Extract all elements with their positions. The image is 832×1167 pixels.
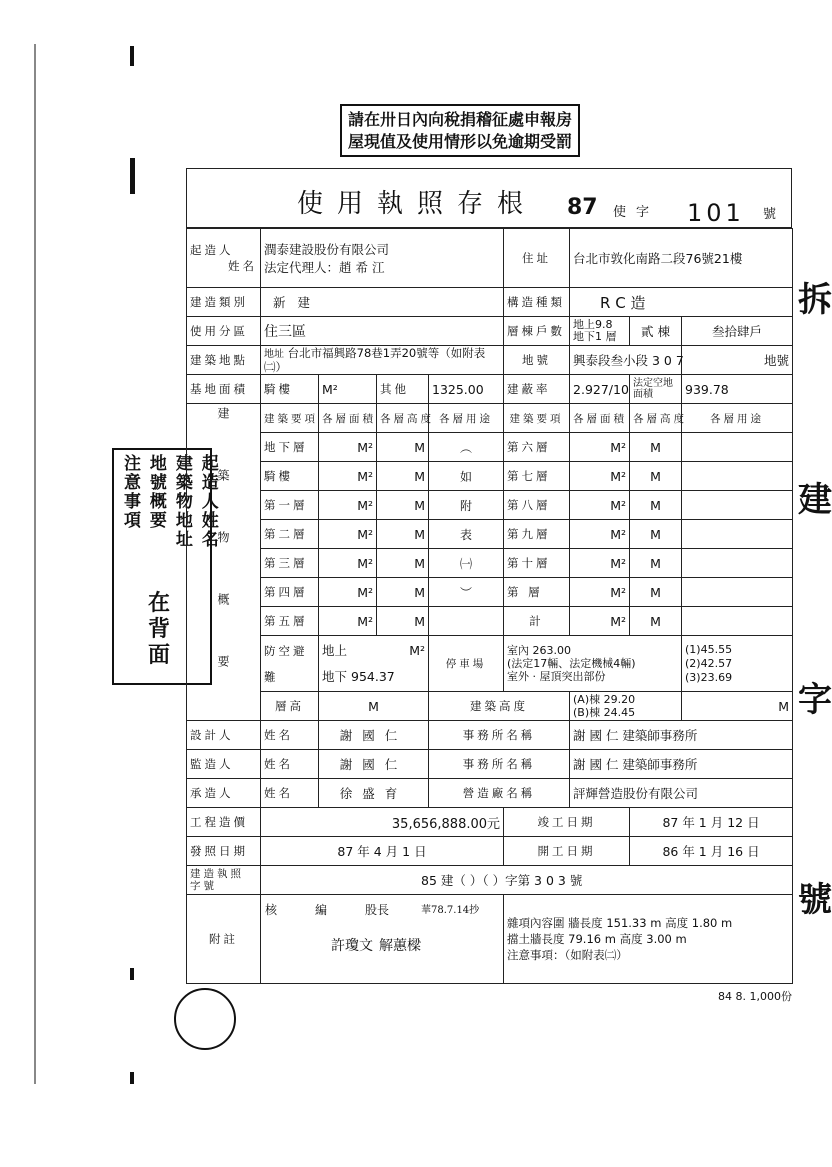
site-address: 台北市福興路78巷1弄20號等（如附表㈡） bbox=[264, 345, 486, 374]
structure-value: R C 造 bbox=[570, 288, 793, 317]
start-label: 開工日期 bbox=[504, 837, 630, 866]
label-line: 起造人 bbox=[190, 243, 234, 257]
unit-m2: M² bbox=[570, 520, 630, 549]
floor-item: 第四層 bbox=[261, 578, 319, 607]
unit-m: M bbox=[630, 520, 682, 549]
floors-label: 層棟戶數 bbox=[504, 317, 570, 346]
empty-cell bbox=[682, 607, 793, 636]
office-label: 事務所名稱 bbox=[429, 721, 570, 750]
empty-cell bbox=[682, 520, 793, 549]
scan-mark bbox=[130, 1072, 134, 1084]
completion-date: 87 年 1 月 12 日 bbox=[630, 808, 793, 837]
grid-head-area: 各層面積 bbox=[319, 404, 377, 433]
edge-char: 拆 bbox=[798, 280, 832, 320]
floor-height-unit: M bbox=[319, 692, 429, 721]
roof-value: (1)45.55 bbox=[685, 642, 733, 656]
structure-label: 構造種類 bbox=[504, 288, 570, 317]
floor-item: 第六層 bbox=[504, 433, 570, 462]
floors-value: 地上9.8 地下1 層 bbox=[570, 317, 630, 346]
name-label: 姓名 bbox=[261, 750, 319, 779]
grid-head-item: 建築要項 bbox=[261, 404, 319, 433]
zone-value: 住三區 bbox=[261, 317, 504, 346]
unit-m: M bbox=[630, 462, 682, 491]
person-name: 謝國仁 bbox=[319, 721, 429, 750]
unit-m: M bbox=[630, 607, 682, 636]
edit-label: 編 bbox=[315, 903, 328, 917]
empty-cell bbox=[682, 491, 793, 520]
unit-m: M bbox=[630, 491, 682, 520]
form-title: 使用執照存根 bbox=[297, 189, 538, 219]
floor-item: 地下層 bbox=[261, 433, 319, 462]
stamp-col: 建築物地址 bbox=[171, 454, 192, 549]
indoor-note: (法定17輛、法定機械4輛) bbox=[507, 657, 636, 670]
outdoor-label: 室外 bbox=[507, 670, 530, 683]
empty-cell bbox=[429, 607, 504, 636]
misc-block bbox=[504, 895, 793, 984]
completion-label: 竣工日期 bbox=[504, 808, 630, 837]
designer-row bbox=[187, 721, 793, 750]
below-row bbox=[322, 664, 425, 690]
stamp-line: 請在卅日內向稅捐稽征處申報房 bbox=[348, 110, 573, 129]
stamp-col: 起造人姓名 bbox=[197, 454, 218, 549]
site-addr-tag: 地址 bbox=[264, 348, 284, 360]
zone-label: 使用分區 bbox=[187, 317, 261, 346]
stamp-line: 屋現值及使用情形以免逾期受罰 bbox=[348, 131, 573, 151]
back-char: 背 bbox=[148, 616, 171, 642]
floor-item: 計 bbox=[504, 607, 570, 636]
caution-text: 注意事項：（如附表㈡） bbox=[507, 948, 628, 962]
scan-mark bbox=[130, 158, 135, 194]
permit-year: 87 bbox=[567, 195, 598, 220]
indoor-label: 室內 bbox=[507, 644, 530, 657]
cost-value: 35,656,888.00元 bbox=[261, 808, 504, 837]
floor-item: 第十層 bbox=[504, 549, 570, 578]
floor-item: 第二層 bbox=[261, 520, 319, 549]
use-char: ︶ bbox=[429, 578, 504, 607]
applicant-label bbox=[187, 229, 261, 288]
open-space-label: 法定空地面積 bbox=[630, 375, 682, 404]
unit-m2: M² bbox=[570, 462, 630, 491]
date-stamp: 華78.7.14抄 bbox=[421, 905, 480, 916]
floor-height-label: 層高 bbox=[261, 692, 319, 721]
signature: 解蕙樑 bbox=[379, 938, 421, 954]
issue-date: 87 年 4 月 1 日 bbox=[261, 837, 504, 866]
grid-head-use: 各層用途 bbox=[682, 404, 793, 433]
above-label: 地上 bbox=[322, 642, 348, 658]
edge-char: 建 bbox=[798, 480, 832, 520]
grid-head-use: 各層用途 bbox=[429, 404, 504, 433]
start-date: 86 年 1 月 16 日 bbox=[630, 837, 793, 866]
grid-head-item: 建築要項 bbox=[504, 404, 570, 433]
permit-value: 85 建（ ）（ ）字第 3 0 3 號 bbox=[261, 866, 793, 895]
roof-value: (2)42.57 bbox=[685, 656, 733, 670]
empty-cell bbox=[682, 578, 793, 607]
scan-mark bbox=[130, 968, 134, 980]
use-char: ︵ bbox=[429, 433, 504, 462]
use-char: 表 bbox=[429, 520, 504, 549]
grid-head-area: 各層面積 bbox=[570, 404, 630, 433]
chief-label: 股長 bbox=[365, 903, 390, 917]
floor-item: 第三層 bbox=[261, 549, 319, 578]
lot-label: 地號 bbox=[504, 346, 570, 375]
unit-m: M bbox=[630, 433, 682, 462]
empty-cell bbox=[682, 462, 793, 491]
unit-m: M bbox=[377, 578, 429, 607]
edge-char: 字 bbox=[798, 680, 832, 720]
role-label: 承造人 bbox=[187, 779, 261, 808]
supervisor-row bbox=[187, 750, 793, 779]
unit-m: M bbox=[377, 607, 429, 636]
wall-height: 高度 1.80 m bbox=[665, 916, 733, 930]
roof-values bbox=[682, 636, 793, 692]
office-name: 評輝營造股份有限公司 bbox=[570, 779, 793, 808]
floor-item: 第一層 bbox=[261, 491, 319, 520]
back-marker bbox=[148, 590, 170, 668]
office-name: 謝 國 仁 建築師事務所 bbox=[570, 750, 793, 779]
edge-char: 號 bbox=[798, 880, 832, 920]
unit-m: M bbox=[377, 462, 429, 491]
permit-number: 101 bbox=[687, 199, 745, 227]
name-label: 姓名 bbox=[261, 721, 319, 750]
unit-m2: M² bbox=[319, 520, 377, 549]
unit-m2: M² bbox=[319, 578, 377, 607]
stamp-col: 地號概要 bbox=[145, 454, 166, 530]
parking-values bbox=[504, 636, 682, 692]
tax-notice-stamp bbox=[340, 104, 580, 157]
retain-height: 高度 3.00 m bbox=[619, 932, 687, 946]
floor-item: 第 層 bbox=[504, 578, 570, 607]
signature: 許瓊文 bbox=[331, 938, 373, 954]
approval-block bbox=[261, 895, 504, 984]
site-label: 建築地點 bbox=[187, 346, 261, 375]
scan-mark bbox=[34, 44, 36, 1084]
issue-label: 發照日期 bbox=[187, 837, 261, 866]
unit-m2: M² bbox=[570, 607, 630, 636]
unit-m2: M² bbox=[570, 433, 630, 462]
misc-label: 雜項內容圍 bbox=[507, 916, 565, 930]
role-label: 監造人 bbox=[187, 750, 261, 779]
unit-m: M bbox=[377, 549, 429, 578]
below-label: 地下 bbox=[322, 668, 348, 684]
grid-side-text: 建築物概要 bbox=[216, 407, 230, 717]
unit-m2: M² bbox=[570, 549, 630, 578]
civil-defense-values bbox=[319, 636, 429, 692]
roof-value: (3)23.69 bbox=[685, 670, 733, 684]
unit-m: M bbox=[630, 549, 682, 578]
unit-m2: M² bbox=[319, 607, 377, 636]
applicant-company: 潤泰建設股份有限公司 bbox=[264, 242, 390, 257]
grid-head-height: 各層高度 bbox=[630, 404, 682, 433]
applicant-address: 台北市敦化南路二段76號21樓 bbox=[570, 229, 793, 288]
label-line: 姓名 bbox=[228, 259, 257, 273]
contractor-row bbox=[187, 779, 793, 808]
retain-length: 擋土牆長度 79.16 m bbox=[507, 932, 616, 946]
other-value: 1325.00 bbox=[429, 375, 504, 404]
type-value: 新建 bbox=[261, 288, 504, 317]
notes-label: 附註 bbox=[187, 895, 261, 984]
floor-item: 第五層 bbox=[261, 607, 319, 636]
parking-label: 停車場 bbox=[429, 636, 504, 692]
open-space-value: 939.78 bbox=[682, 375, 793, 404]
office-label: 營造廠名稱 bbox=[429, 779, 570, 808]
above-row bbox=[322, 638, 425, 664]
unit-m: M bbox=[630, 578, 682, 607]
arcade-unit: M² bbox=[319, 375, 377, 404]
floor-item: 騎樓 bbox=[261, 462, 319, 491]
person-name: 徐盛育 bbox=[319, 779, 429, 808]
permit-suffix: 號 bbox=[763, 207, 777, 222]
role-label: 設計人 bbox=[187, 721, 261, 750]
unit-m2: M² bbox=[319, 491, 377, 520]
building-count-value: 貳 bbox=[641, 324, 654, 339]
stamp-col: 注意事項 bbox=[119, 454, 140, 530]
empty-cell bbox=[682, 433, 793, 462]
unit-m2: M² bbox=[570, 491, 630, 520]
unit-m2: M² bbox=[319, 433, 377, 462]
indoor-row bbox=[507, 644, 678, 657]
office-seal-icon bbox=[174, 988, 236, 1050]
site-value bbox=[261, 346, 504, 375]
unit-m2: M² bbox=[319, 462, 377, 491]
indoor-value: 263.00 bbox=[532, 644, 572, 657]
misc-row bbox=[507, 915, 789, 931]
use-char: 附 bbox=[429, 491, 504, 520]
scan-mark bbox=[130, 46, 134, 66]
building-height-label: 建築高度 bbox=[429, 692, 570, 721]
applicant-rep: 法定代理人：趙 希 江 bbox=[264, 260, 385, 275]
address-label: 住址 bbox=[504, 229, 570, 288]
person-name: 謝國仁 bbox=[319, 750, 429, 779]
permit-label: 建造執照字號 bbox=[187, 866, 261, 895]
roof-label: 屋頂突出部份 bbox=[539, 670, 606, 683]
use-char: ㈠ bbox=[429, 549, 504, 578]
below-value: 954.37 bbox=[351, 668, 395, 684]
retain-row bbox=[507, 931, 789, 947]
back-char: 在 bbox=[148, 590, 171, 616]
unit-count: 叁拾肆戶 bbox=[682, 317, 793, 346]
coverage-value: 2.927/10 bbox=[570, 375, 630, 404]
outdoor-row: 室外 · 屋頂突出部份 bbox=[507, 670, 606, 683]
use-char: 如 bbox=[429, 462, 504, 491]
building-height-unit: M bbox=[682, 692, 793, 721]
building-height-values bbox=[570, 692, 682, 721]
civil-defense-label: 防空避難 bbox=[261, 636, 319, 692]
back-char: 面 bbox=[148, 642, 171, 668]
grid-head-height: 各層高度 bbox=[377, 404, 429, 433]
unit-m2: M² bbox=[319, 549, 377, 578]
office-name: 謝 國 仁 建築師事務所 bbox=[570, 721, 793, 750]
form-footer: 84 8. 1,000份 bbox=[718, 990, 792, 1003]
height-b: (B)棟 24.45 bbox=[573, 706, 636, 719]
unit-m: M bbox=[377, 520, 429, 549]
unit-m2: M² bbox=[570, 578, 630, 607]
floor-item: 第九層 bbox=[504, 520, 570, 549]
floor-item: 第七層 bbox=[504, 462, 570, 491]
arcade-label: 騎樓 bbox=[261, 375, 319, 404]
right-edge-marks bbox=[798, 200, 832, 1000]
check-label: 核 bbox=[265, 903, 278, 917]
building-count bbox=[630, 317, 682, 346]
lot-suffix: 地號 bbox=[682, 346, 793, 375]
applicant-value bbox=[261, 229, 504, 288]
height-a: (A)棟 29.20 bbox=[573, 693, 636, 706]
coverage-label: 建蔽率 bbox=[504, 375, 570, 404]
base-label: 基地面積 bbox=[187, 375, 261, 404]
wall-length: 牆長度 151.33 m bbox=[568, 916, 662, 930]
grid-side-label bbox=[187, 404, 261, 721]
permit-form bbox=[186, 168, 792, 1004]
name-label: 姓名 bbox=[261, 779, 319, 808]
main-table bbox=[186, 228, 793, 984]
office-label: 事務所名稱 bbox=[429, 750, 570, 779]
form-header bbox=[186, 168, 792, 228]
cost-label: 工程造價 bbox=[187, 808, 261, 837]
unit-m: M bbox=[377, 491, 429, 520]
lot-value: 興泰段叁小段 3 0 7 bbox=[570, 346, 682, 375]
type-label: 建造類別 bbox=[187, 288, 261, 317]
above-unit: M² bbox=[409, 642, 425, 658]
floor-item: 第八層 bbox=[504, 491, 570, 520]
empty-cell bbox=[682, 549, 793, 578]
other-label: 其他 bbox=[377, 375, 429, 404]
unit-m: M bbox=[377, 433, 429, 462]
building-unit: 棟 bbox=[657, 324, 671, 339]
permit-word: 使字 bbox=[613, 205, 660, 220]
